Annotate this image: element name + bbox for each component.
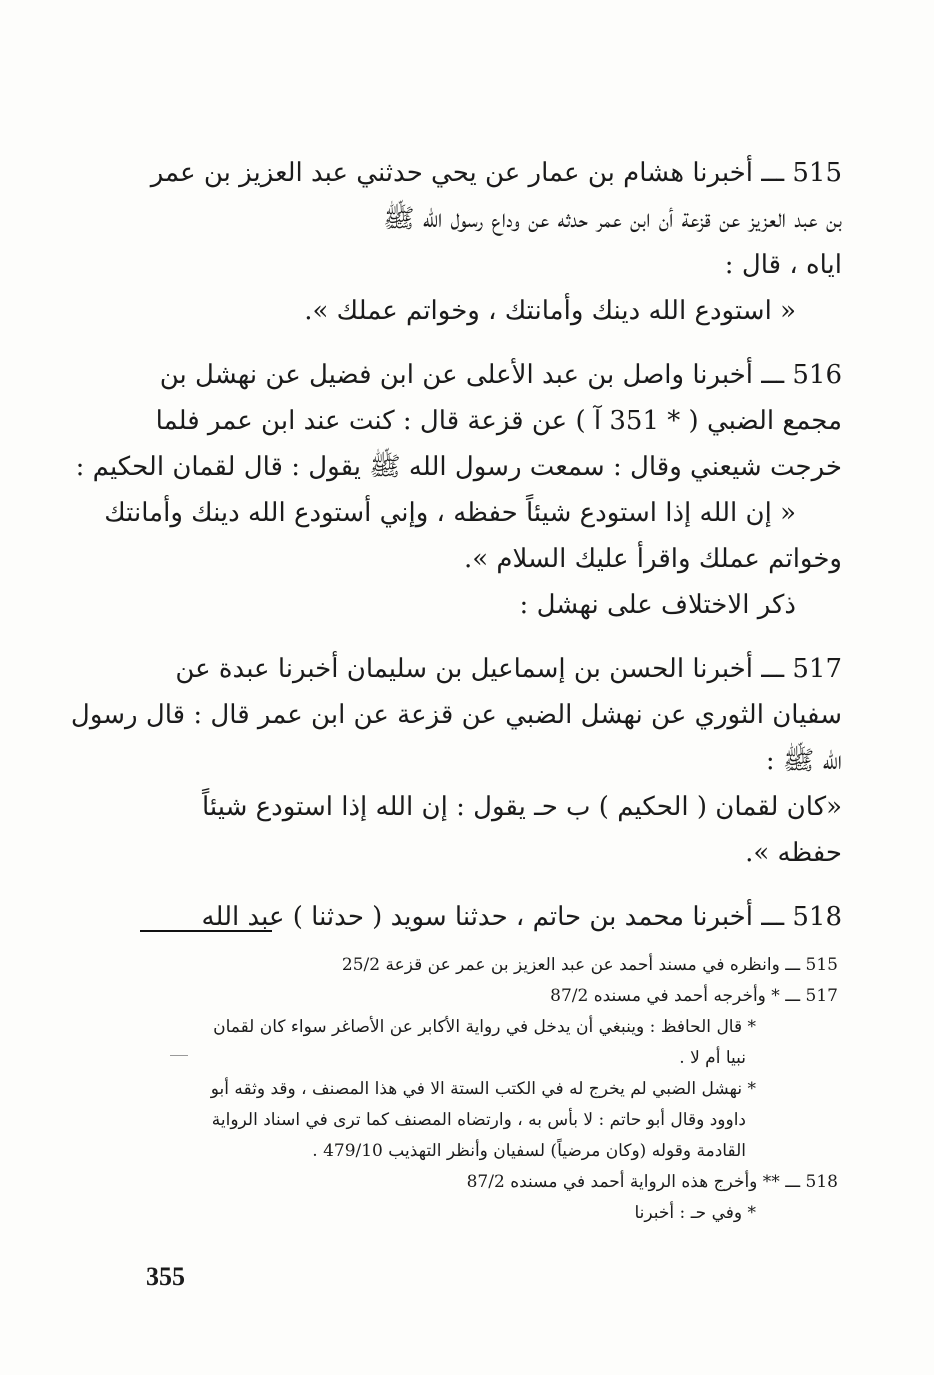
text-line: خرجت شيعني وقال : سمعت رسول الله ﷺ يقول : قال لقمان الحكيم : — [75, 452, 842, 482]
footnote-line: * نهشل الضبي لم يخرج له في الكتب الستة الا في هذا المصنف ، وقد وثقه أبو — [210, 1079, 756, 1099]
text-line: « إن الله إذا استودع شيئاً حفظه ، وإني أستودع الله دينك وأمانتك — [104, 498, 796, 528]
text-line: 516 ـــ أخبرنا واصل بن عبد الأعلى عن ابن فضيل عن نهشل بن — [159, 360, 842, 390]
hadith-516 — [75, 352, 842, 628]
text-line: 517 ـــ أخبرنا الحسن بن إسماعيل بن سليمان أخبرنا عبدة عن — [175, 654, 842, 684]
text-line: 518 ـــ أخبرنا محمد بن حاتم ، حدثنا سويد ( حدثنا ) عبد الله — [201, 902, 842, 932]
text-line: «كان لقمان ( الحكيم ) ب حـ يقول : إن الله إذا استودع شيئاً — [201, 792, 842, 822]
footnote-line: * وفي حـ : أخبرنا — [634, 1203, 756, 1223]
text-line: « استودع الله دينك وأمانتك ، وخواتم عملك ». — [304, 296, 796, 326]
text-line: بن عبد العزيز عن قزعة أن ابن عمر حدثه عن وداع رسول الله ﷺ — [383, 204, 842, 234]
text-line: حفظه ». — [745, 838, 842, 868]
footnote-separator — [140, 930, 272, 932]
footnote-line: داوود وقال أبو حاتم : لا بأس به ، وارتضاه المصنف كما ترى في اسناد الرواية — [211, 1110, 746, 1130]
text-line: سفيان الثوري عن نهشل الضبي عن قزعة عن ابن عمر قال : قال رسول — [70, 700, 842, 730]
hadith-518 — [142, 894, 842, 940]
text-line: وخواتم عملك واقرأ عليك السلام ». — [464, 544, 842, 574]
text-line: 515 ـــ أخبرنا هشام بن عمار عن يحي حدثني عبد العزيز بن عمر — [150, 158, 842, 188]
hadith-515 — [142, 150, 842, 334]
page-number: 355 — [146, 1262, 185, 1291]
footnote-line: * قال الحافظ : وينبغي أن يدخل في رواية الأكابر عن الأصاغر سواء كان لقمان — [213, 1017, 756, 1037]
footnote-line: 517 ـــ * وأخرجه أحمد في مسنده 87/2 — [550, 986, 838, 1006]
footnotes — [140, 950, 838, 1229]
stray-mark — [170, 1055, 188, 1056]
footnote-line: نبيا أم لا . — [679, 1048, 746, 1068]
text-line: مجمع الضبي ( * 351 آ ) عن قزعة قال : كنت عند ابن عمر فلما — [155, 406, 842, 436]
text-line: اياه ، قال : — [724, 250, 842, 280]
footnote-line: 518 ـــ ** وأخرج هذه الرواية أحمد في مسنده 87/2 — [466, 1172, 838, 1192]
footnote-line: 515 ـــ وانظره في مسند أحمد عن عبد العزيز بن عمر عن قزعة 25/2 — [341, 955, 838, 975]
footnote-line: القادمة وقوله (وكان مرضياً) لسفيان وأنظر التهذيب 479/10 . — [312, 1141, 746, 1161]
section-heading: ذكر الاختلاف على نهشل : — [519, 590, 796, 620]
main-text — [70, 150, 842, 958]
hadith-517 — [70, 646, 842, 876]
text-line: الله ﷺ : — [765, 746, 842, 776]
